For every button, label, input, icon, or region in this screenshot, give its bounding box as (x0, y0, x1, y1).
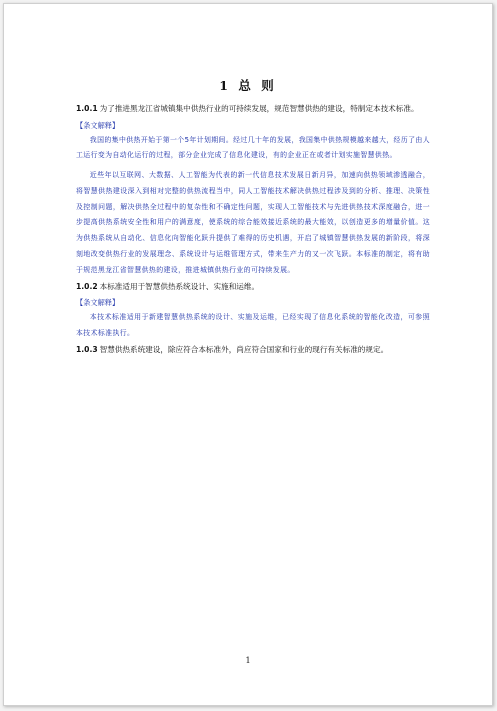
document-page (3, 3, 493, 706)
clause-1-0-3 (76, 342, 430, 358)
clause-number: 1.0.3 (76, 344, 98, 354)
clause-number: 1.0.1 (76, 104, 98, 113)
explanation-paragraph: 我国的集中供热开始于第一个5年计划期间。经过几十年的发展，我国集中供热规模越来越大，经历了由人工运行变为自动化运行的过程，部分企业完成了信息化建设，有的企业正在或者计划实施智慧供热。 (76, 135, 430, 160)
clause-1-0-2 (76, 279, 430, 295)
explanation-paragraph: 本技术标准适用于新建智慧供热系统的设计、实施及运维，已经实现了信息化系统的智能化改造，可参照本技术标准执行。 (76, 313, 430, 337)
explanation-paragraph: 近些年以互联网、大数据、人工智能为代表的新一代信息技术发展日新月异，加速向供热领域渗透融合，将智慧供热建设深入到相对完整的供热流程当中，同人工智能技术解决供热过程涉及到的分析、推理、决策性及控制问题，解决供热全过程中的复杂性和不确定性问题，实现人工智能技术与先进供热技术深度融合，进一步提高供热系统安全性和用户的满意度，使系统的综合能效接近系统的最大能效，以创造更多的增量价值。这为供热系统从自动化、信息化向智能化跃升提供了难得的历史机遇，开启了城镇智慧供热发展的新阶段，将深刻地改变供热行业的发展理念、系统设计与运维管理方式，带来生产力的又一次飞跃。本标准的制定，将有助于规范黑龙江省智慧供热的建设，推进城镇供热行业的可持续发展。 (76, 171, 430, 274)
clause-text: 本标准适用于智慧供热系统设计、实施和运维。 (99, 281, 260, 291)
page-number: 1 (245, 656, 251, 665)
explanation-heading: 【条文解释】 (76, 120, 120, 130)
document-body (76, 101, 430, 357)
explanation-heading: 【条文解释】 (76, 298, 120, 308)
clause-text: 智慧供热系统建设，除应符合本标准外，尚应符合国家和行业的现行有关标准的规定。 (99, 344, 389, 354)
chapter-title: 1 总 则 (219, 78, 277, 93)
clause-number: 1.0.2 (76, 281, 98, 291)
clause-1-0-1 (76, 101, 430, 117)
clause-text: 为了推进黑龙江省城镇集中供热行业的可持续发展，规范智慧供热的建设，特制定本技术标准。 (99, 104, 419, 113)
